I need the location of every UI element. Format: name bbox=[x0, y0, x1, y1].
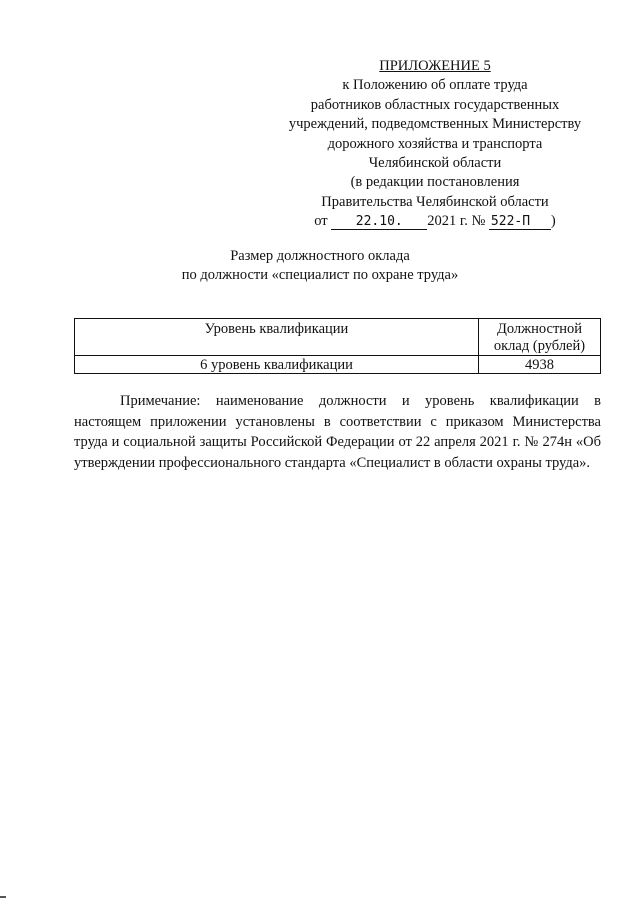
appendix-line: (в редакции постановления bbox=[350, 174, 520, 191]
number-field: 522-П bbox=[489, 214, 551, 230]
scan-edge-mark bbox=[0, 896, 6, 898]
salary-table bbox=[74, 318, 601, 374]
note-paragraph: Примечание: наименование должности и уровень квалификации в настоящем приложении установлены в соответствии с приказом Министерства труда и социальной защиты Российской Федерации от 22 апреля 2021 г. № 274н «Об утверждении профессионального стандарта «Специалист в области охраны труда». bbox=[74, 393, 601, 471]
cell-salary: 4938 bbox=[479, 356, 601, 374]
heading-line-2: по должности «специалист по охране труда» bbox=[181, 267, 459, 283]
date-number-line bbox=[270, 212, 600, 231]
appendix-line: дорожного хозяйства и транспорта bbox=[327, 135, 543, 152]
table-row bbox=[75, 356, 601, 374]
appendix-line: работников областных государственных bbox=[310, 96, 560, 113]
date-field: 22.10. bbox=[331, 214, 427, 230]
appendix-line: Челябинской области bbox=[368, 155, 502, 172]
date-year: 2021 г. № bbox=[427, 213, 486, 230]
heading-line-1: Размер должностного оклада bbox=[230, 248, 410, 264]
column-header-salary: Должностной оклад (рублей) bbox=[479, 319, 601, 356]
column-header-level: Уровень квалификации bbox=[75, 319, 479, 356]
closing-paren: ) bbox=[550, 213, 556, 230]
appendix-title: ПРИЛОЖЕНИЕ 5 bbox=[379, 58, 491, 74]
cell-level: 6 уровень квалификации bbox=[75, 356, 479, 374]
appendix-line: к Положению об оплате труда bbox=[342, 77, 528, 94]
date-prefix: от bbox=[314, 213, 328, 230]
table-header-row bbox=[75, 319, 601, 356]
document-heading bbox=[0, 247, 640, 285]
appendix-line: Правительства Челябинской области bbox=[321, 193, 549, 210]
appendix-line: учреждений, подведомственных Министерству bbox=[288, 116, 582, 133]
appendix-header bbox=[270, 57, 600, 232]
